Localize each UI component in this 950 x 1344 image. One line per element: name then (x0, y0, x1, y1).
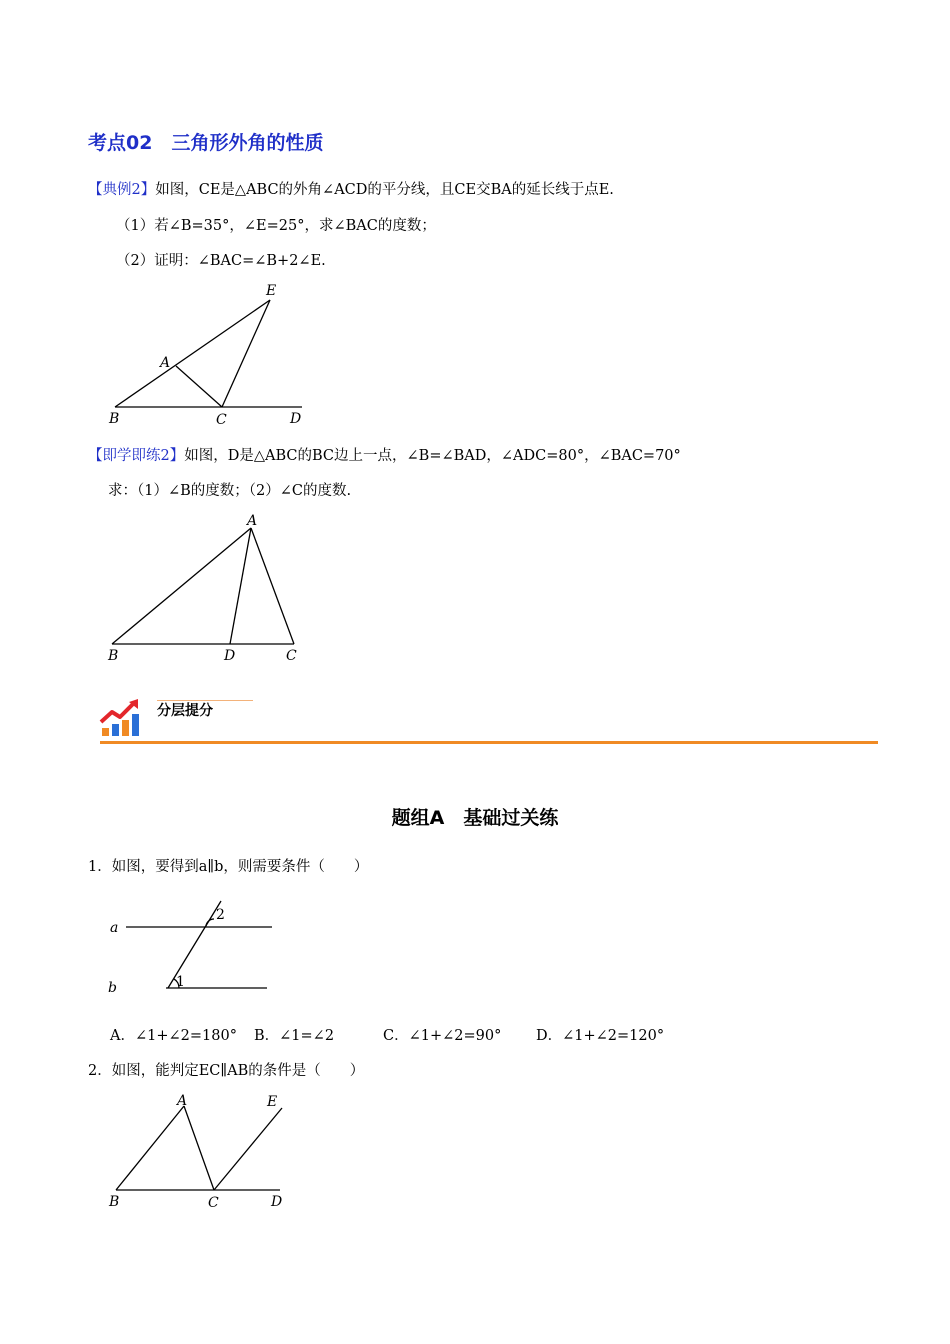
chart-growth-icon (98, 696, 146, 740)
example2-tag: 【典例2】 (88, 182, 156, 198)
segment-ac (184, 1106, 214, 1190)
practice2-ask: 求：（1）∠B的度数；（2）∠C的度数. (108, 483, 352, 499)
segment-ce (214, 1108, 282, 1190)
q1-stem: 1．如图，要得到a∥b，则需要条件（ ） (88, 859, 369, 875)
q2-stem: 2．如图，能判定EC∥AB的条件是（ ） (88, 1063, 365, 1079)
label-c: C (216, 412, 227, 428)
label-angle-1: 1 (176, 974, 185, 990)
q1-option-c[interactable]: C．∠1+∠2=90° (383, 1028, 502, 1044)
label-a: A (247, 513, 258, 529)
group-title: 题组A 基础过关练 (391, 807, 559, 829)
q1-option-d[interactable]: D．∠1+∠2=120° (536, 1028, 665, 1044)
practice2-figure (100, 508, 310, 664)
example2-intro: 如图，CE是△ABC的外角∠ACD的平分线，且CE交BA的延长线于点E. (155, 182, 614, 198)
label-c: C (208, 1195, 219, 1211)
label-d: D (224, 648, 236, 664)
practice2-intro: 如图，D是△ABC的BC边上一点，∠B=∠BAD，∠ADC=80°，∠BAC=70° (184, 448, 681, 464)
banner-divider (100, 741, 878, 744)
label-a: A (160, 355, 171, 371)
practice2-tag: 【即学即练2】 (88, 448, 185, 464)
q2-figure (100, 1088, 300, 1214)
segment-ac (251, 528, 294, 644)
label-a: a (110, 920, 119, 936)
label-e: E (267, 1094, 278, 1110)
label-c: C (286, 648, 297, 664)
label-e: E (266, 283, 277, 299)
example2-intro-line (88, 180, 614, 200)
segment-ac (176, 366, 222, 407)
label-d: D (271, 1194, 283, 1210)
label-b: B (108, 648, 119, 664)
q1-figure (100, 893, 280, 1003)
segment-ab (112, 528, 251, 644)
label-b: B (109, 1194, 120, 1210)
practice2-intro-line (88, 446, 681, 466)
angle-2-arc (206, 919, 214, 926)
label-b: B (109, 411, 120, 427)
section-title: 考点02 三角形外角的性质 (88, 132, 324, 154)
q1-option-a[interactable]: A．∠1+∠2=180° (110, 1028, 237, 1044)
segment-ab (116, 1106, 184, 1190)
label-d: D (290, 411, 302, 427)
label-a: A (177, 1093, 188, 1109)
q1-option-b[interactable]: B．∠1=∠2 (254, 1028, 335, 1044)
line-be (115, 300, 270, 407)
label-angle-2: 2 (216, 907, 225, 923)
segment-ad (230, 528, 251, 644)
example2-question-2: （2）证明：∠BAC=∠B+2∠E. (116, 253, 326, 269)
banner-label: 分层提分 (157, 703, 213, 719)
banner-top-rule (157, 700, 253, 701)
example2-question-1: （1）若∠B=35°，∠E=25°，求∠BAC的度数； (116, 218, 436, 234)
example2-figure (100, 278, 320, 428)
label-b: b (108, 980, 117, 996)
